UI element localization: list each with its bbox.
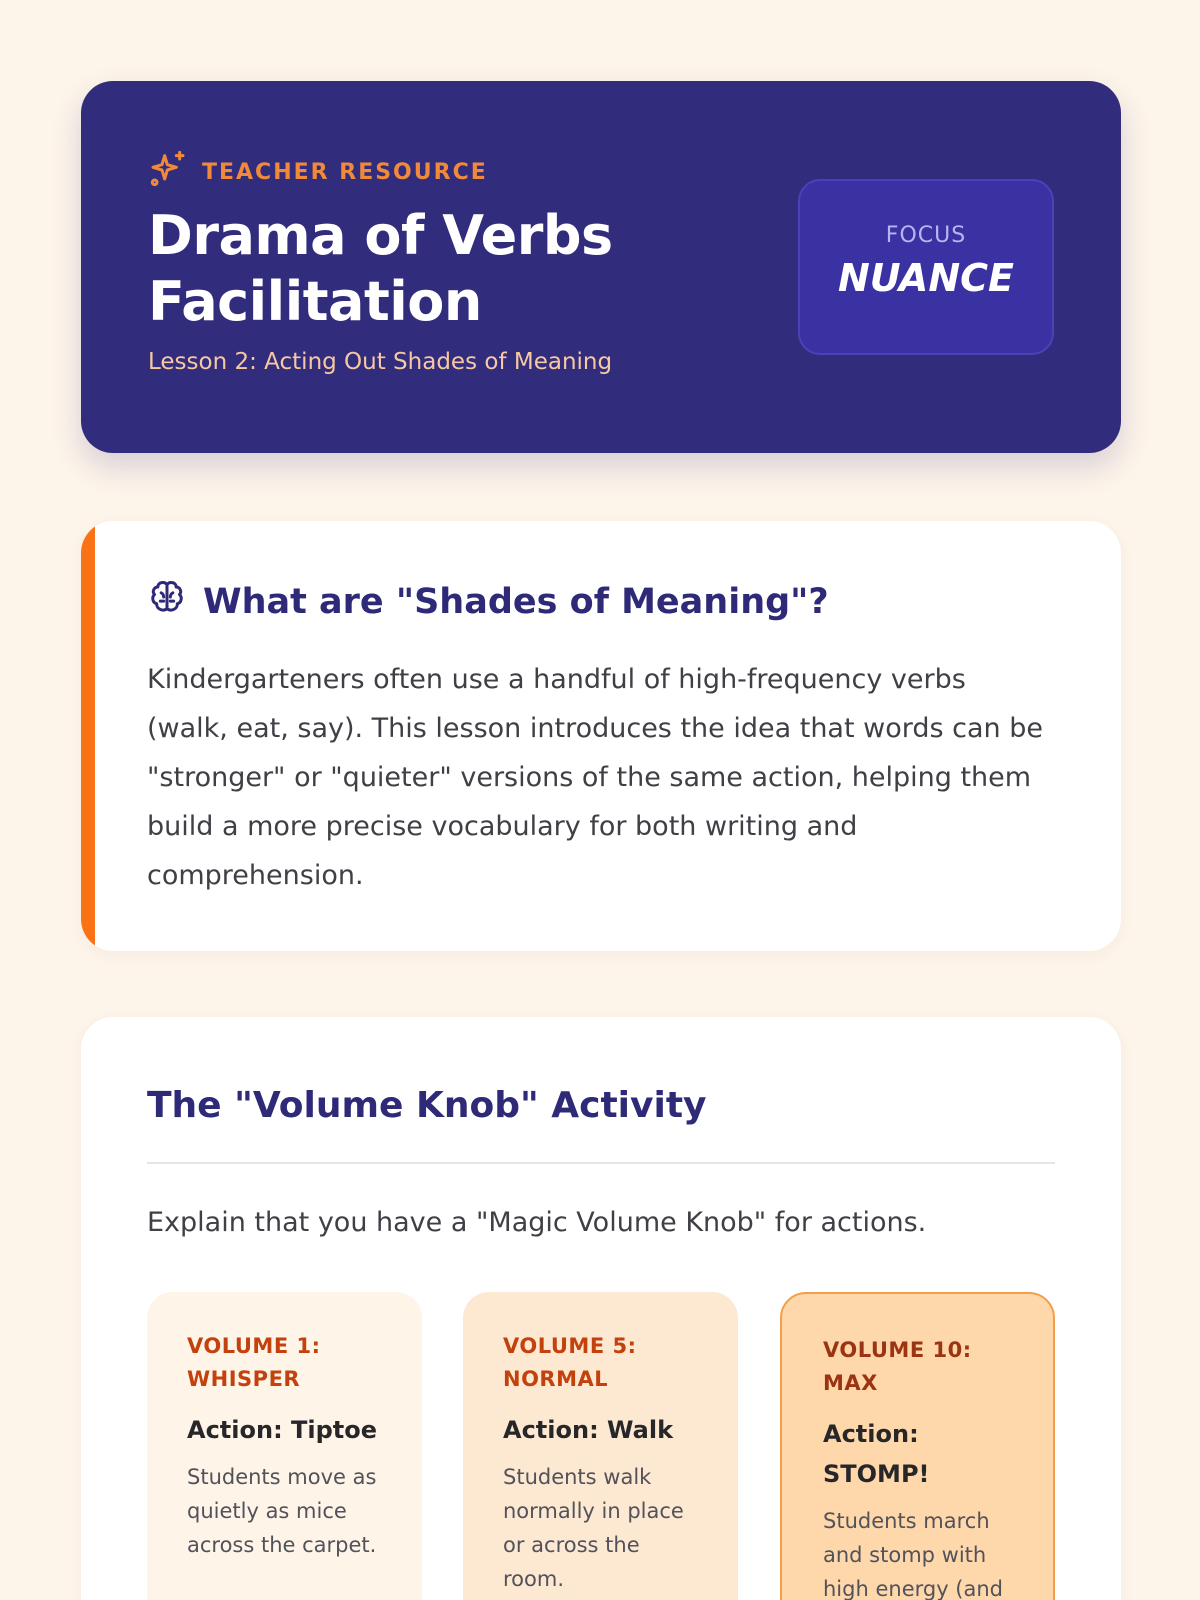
volume-label: VOLUME 1: WHISPER	[187, 1334, 321, 1391]
definition-card	[81, 521, 1121, 951]
divider	[147, 1162, 1055, 1164]
hero-eyebrow	[148, 149, 488, 195]
activity-heading: The "Volume Knob" Activity	[147, 1085, 707, 1126]
volume-card-whisper	[147, 1292, 422, 1600]
definition-body: Kindergarteners often use a handful of high-frequency verbs (walk, eat, say). This lesson introduces the idea that words can be "stronger" or "quieter" versions of the same action, helping them build a more precise vocabulary for both writing and comprehension.	[147, 664, 1043, 891]
brain-icon	[147, 577, 187, 626]
activity-card	[81, 1017, 1121, 1600]
volume-description: Students march and stomp with high energy (and	[823, 1509, 1004, 1600]
definition-heading	[147, 577, 829, 626]
focus-value: NUANCE	[837, 256, 1014, 300]
volume-action: Action: STOMP!	[823, 1420, 930, 1488]
definition-heading-text: What are "Shades of Meaning"?	[203, 581, 829, 622]
page-title: Drama of Verbs Facilitation	[148, 204, 613, 333]
volume-description: Students move as quietly as mice across the carpet.	[187, 1465, 377, 1557]
sparkle-icon	[148, 149, 188, 195]
hero-banner	[81, 81, 1121, 453]
volume-label: VOLUME 5: NORMAL	[503, 1334, 637, 1391]
volume-label: VOLUME 10: MAX	[823, 1338, 972, 1395]
volume-action: Action: Tiptoe	[187, 1416, 378, 1444]
volume-description: Students walk normally in place or across the room.	[503, 1465, 684, 1591]
focus-label: FOCUS	[885, 223, 967, 248]
card-accent-bar	[81, 521, 95, 951]
volume-action: Action: Walk	[503, 1416, 674, 1444]
volume-card-normal	[463, 1292, 738, 1600]
focus-badge	[798, 179, 1054, 355]
eyebrow-text: TEACHER RESOURCE	[202, 159, 488, 185]
lesson-subtitle: Lesson 2: Acting Out Shades of Meaning	[148, 349, 613, 375]
activity-intro: Explain that you have a "Magic Volume Knob" for actions.	[147, 1207, 927, 1238]
volume-card-max	[780, 1292, 1055, 1600]
